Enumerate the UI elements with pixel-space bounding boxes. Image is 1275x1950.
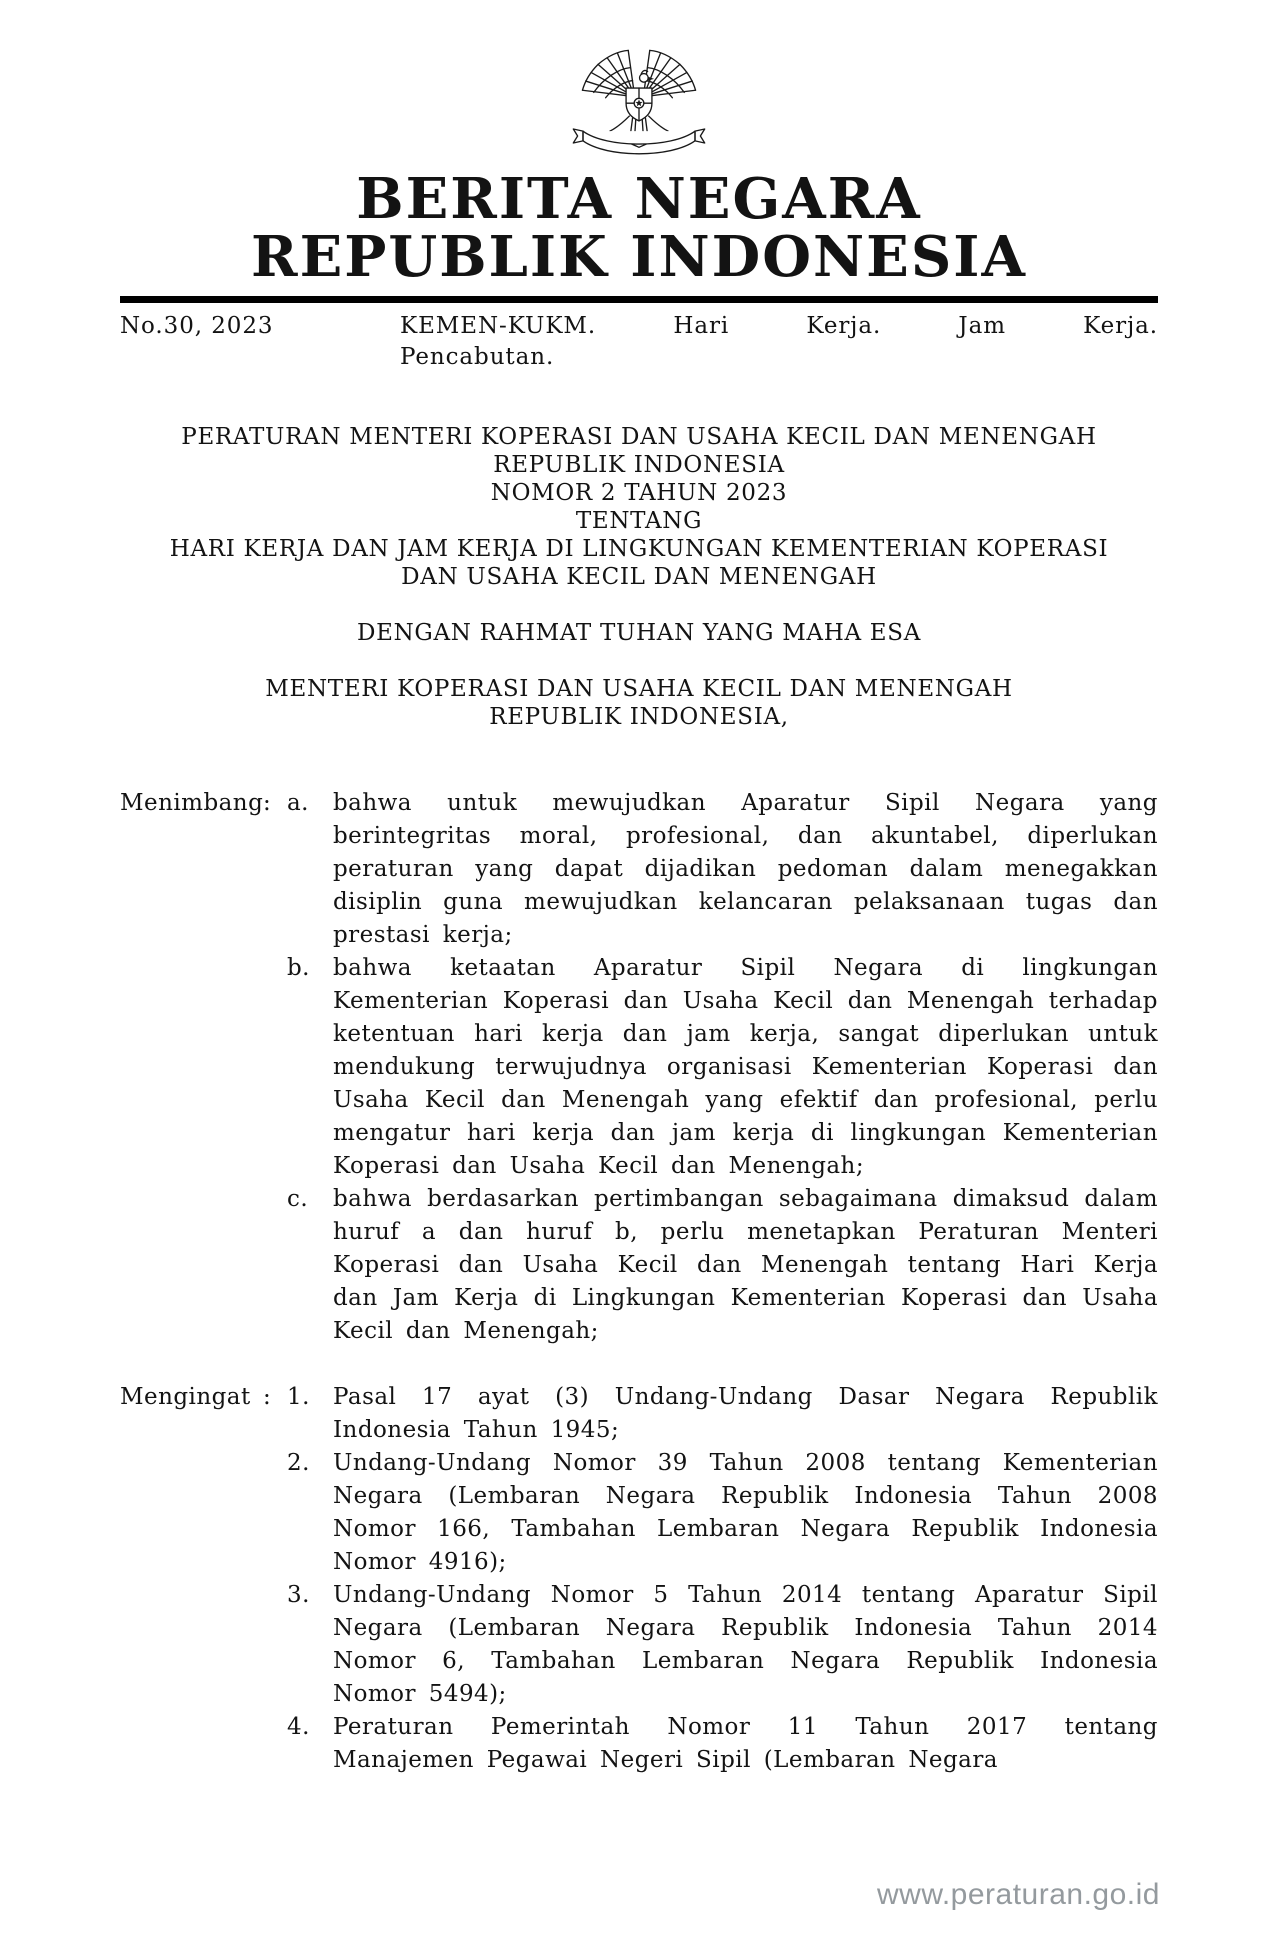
issue-meta-row bbox=[120, 311, 1158, 373]
legal-basis-section bbox=[120, 1381, 1158, 1777]
consideration-marker: b. bbox=[287, 955, 310, 982]
legal-basis-marker: 2. bbox=[287, 1450, 310, 1477]
masthead-divider bbox=[120, 296, 1158, 303]
regulation-title-line-1: PERATURAN MENTERI KOPERASI DAN USAHA KECIL DAN MENENGAH bbox=[181, 424, 1097, 451]
consideration-text: bahwa untuk mewujudkan Aparatur Sipil Negara yang berintegritas moral, profesional, dan akuntabel, diperlukan peraturan yang dapat dijadikan pedoman dalam menegakkan disiplin guna mewujudkan kelancaran pelaksanaan tugas dan prestasi kerja; bbox=[333, 790, 1158, 949]
regulation-title-block bbox=[120, 423, 1158, 731]
consideration-item bbox=[287, 787, 1158, 952]
issue-number: No.30, 2023 bbox=[120, 313, 274, 340]
garuda-pancasila-emblem bbox=[120, 36, 1158, 170]
regulation-title-line-2: REPUBLIK INDONESIA bbox=[493, 452, 785, 479]
legal-basis-items bbox=[287, 1381, 1158, 1777]
regulation-title-line-6: DAN USAHA KECIL DAN MENENGAH bbox=[401, 564, 877, 591]
consideration-item bbox=[287, 952, 1158, 1183]
considerations-colon: : bbox=[263, 790, 272, 817]
legal-basis-text: Pasal 17 ayat (3) Undang-Undang Dasar Negara Republik Indonesia Tahun 1945; bbox=[333, 1384, 1158, 1444]
masthead-title-line1: BERITA NEGARA bbox=[356, 166, 922, 232]
legal-basis-item bbox=[287, 1711, 1158, 1777]
regulation-title-line-3: NOMOR 2 TAHUN 2023 bbox=[490, 480, 788, 507]
legal-basis-item bbox=[287, 1447, 1158, 1579]
subject-keywords bbox=[400, 311, 1158, 373]
peraturan-watermark: www.peraturan.go.id bbox=[877, 1878, 1160, 1911]
subject-keywords-line2: Pencabutan. bbox=[400, 344, 555, 371]
authority-block bbox=[120, 675, 1158, 731]
consideration-marker: a. bbox=[287, 790, 309, 817]
regulation-title-line-4: TENTANG bbox=[575, 508, 703, 535]
legal-basis-colon: : bbox=[263, 1384, 272, 1411]
authority-line-2: REPUBLIK INDONESIA, bbox=[489, 704, 789, 731]
legal-basis-marker: 4. bbox=[287, 1714, 310, 1741]
considerations-items bbox=[287, 787, 1158, 1348]
regulation-title-line-5: HARI KERJA DAN JAM KERJA DI LINGKUNGAN KEMENTERIAN KOPERASI bbox=[169, 536, 1109, 563]
legal-basis-item bbox=[287, 1579, 1158, 1711]
consideration-text: bahwa berdasarkan pertimbangan sebagaimana dimaksud dalam huruf a dan huruf b, perlu menetapkan Peraturan Menteri Koperasi dan Usaha Kecil dan Menengah tentang Hari Kerja dan Jam Kerja di Lingkungan Kementerian Koperasi dan Usaha Kecil dan Menengah; bbox=[333, 1186, 1158, 1345]
legal-basis-text: Peraturan Pemerintah Nomor 11 Tahun 2017 tentang Manajemen Pegawai Negeri Sipil (Lembaran Negara bbox=[333, 1714, 1158, 1774]
considerations-section bbox=[120, 787, 1158, 1348]
considerations-label: Menimbang bbox=[120, 790, 264, 817]
consideration-marker: c. bbox=[287, 1186, 309, 1213]
legal-basis-item bbox=[287, 1381, 1158, 1447]
masthead bbox=[120, 36, 1158, 373]
masthead-title-line2: REPUBLIK INDONESIA bbox=[251, 224, 1027, 291]
consideration-item bbox=[287, 1183, 1158, 1348]
invocation-line: DENGAN RAHMAT TUHAN YANG MAHA ESA bbox=[356, 620, 922, 647]
legal-basis-marker: 1. bbox=[287, 1384, 310, 1411]
authority-line-1: MENTERI KOPERASI DAN USAHA KECIL DAN MENENGAH bbox=[265, 676, 1013, 703]
consideration-text: bahwa ketaatan Aparatur Sipil Negara di lingkungan Kementerian Koperasi dan Usaha Kecil dan Menengah terhadap ketentuan hari kerja dan jam kerja, sangat diperlukan untuk mendukung terwujudnya organisasi Kementerian Koperasi dan Usaha Kecil dan Menengah yang efektif dan profesional, perlu mengatur hari kerja dan jam kerja di lingkungan Kementerian Koperasi dan Usaha Kecil dan Menengah; bbox=[333, 955, 1158, 1180]
legal-basis-text: Undang-Undang Nomor 39 Tahun 2008 tentang Kementerian Negara (Lembaran Negara Republik Indonesia Tahun 2008 Nomor 166, Tambahan Lembaran Negara Republik Indonesia Nomor 4916); bbox=[333, 1450, 1158, 1576]
legal-basis-text: Undang-Undang Nomor 5 Tahun 2014 tentang Aparatur Sipil Negara (Lembaran Negara Republik Indonesia Tahun 2014 Nomor 6, Tambahan Lembaran Negara Republik Indonesia Nomor 5494); bbox=[333, 1582, 1158, 1708]
garuda-eagle-icon bbox=[569, 36, 709, 166]
legal-basis-marker: 3. bbox=[287, 1582, 310, 1609]
subject-keywords-line1: KEMEN-KUKM. Hari Kerja. Jam Kerja. bbox=[400, 313, 1158, 340]
legal-basis-label: Mengingat bbox=[120, 1384, 251, 1411]
